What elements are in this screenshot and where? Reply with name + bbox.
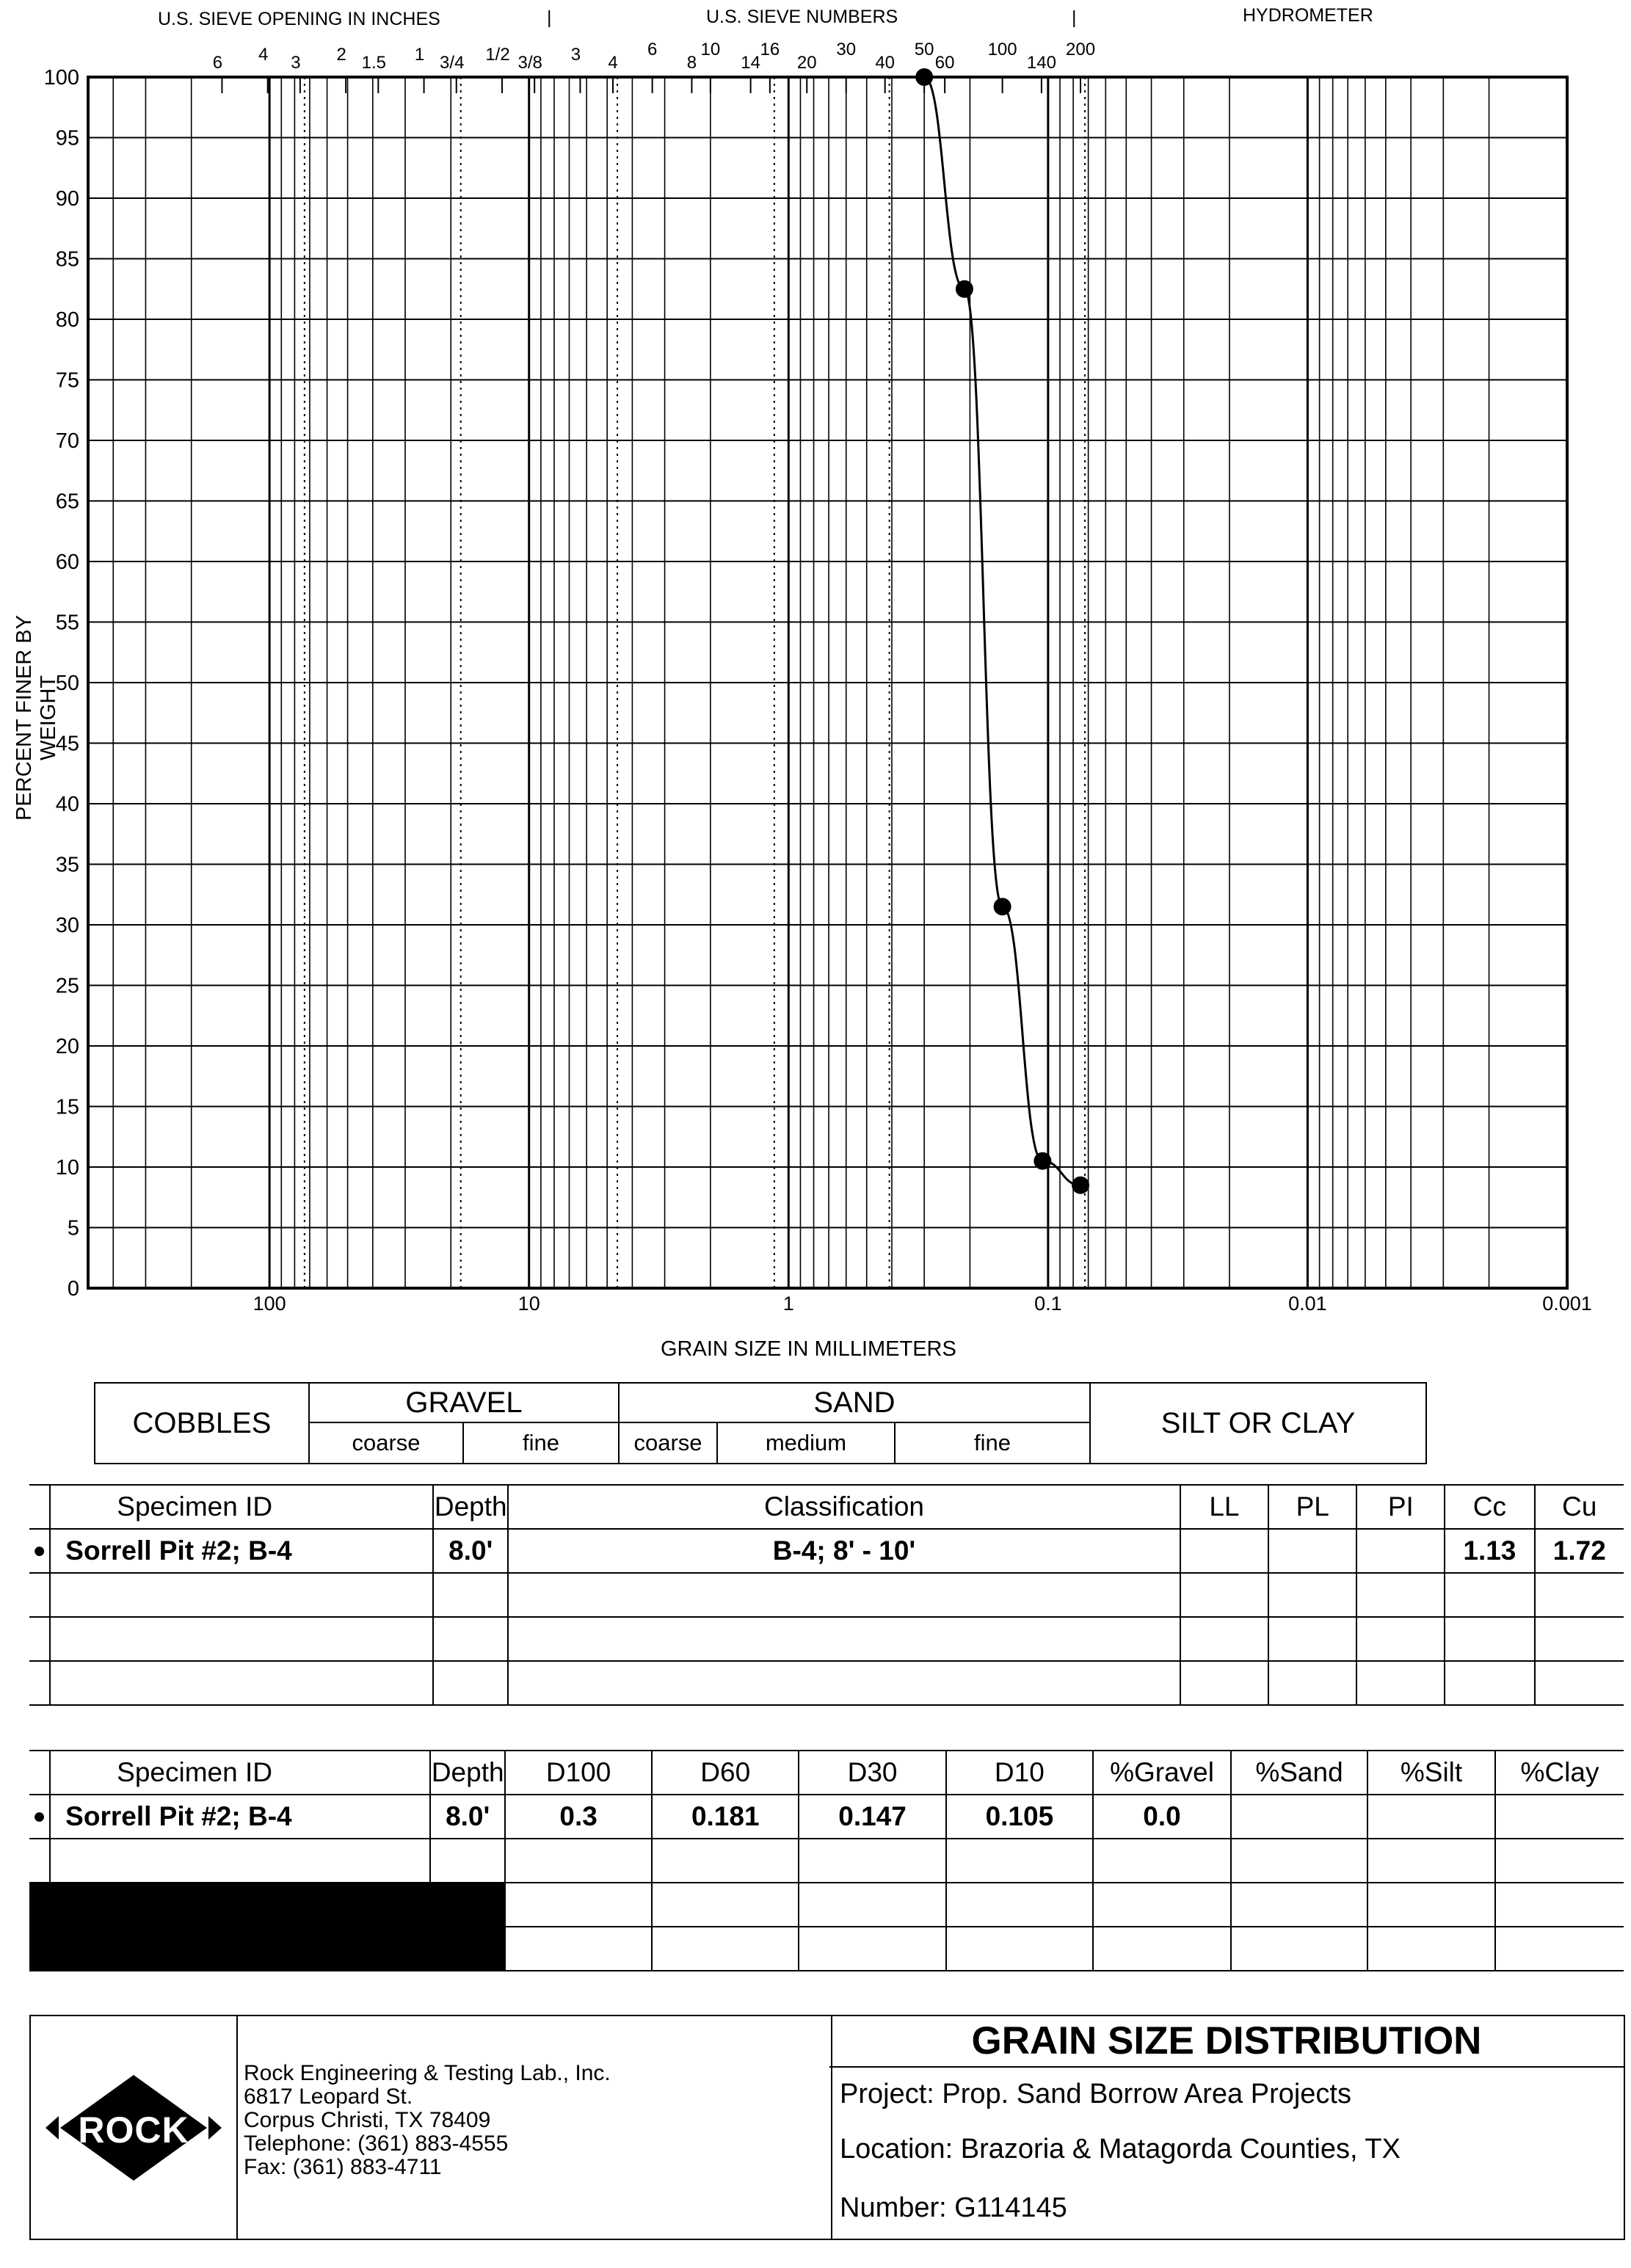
y-tick-label: 95 — [55, 126, 79, 150]
x-tick-label: 1 — [782, 1293, 794, 1315]
sand-pct-header: %Sand — [1231, 1751, 1367, 1795]
row-marker-icon: ● — [29, 1795, 50, 1839]
d10-header: D10 — [946, 1751, 1093, 1795]
y-axis-title: PERCENT FINER BY WEIGHT — [12, 615, 60, 821]
data-point — [994, 898, 1011, 915]
header-divider-2: | — [1072, 7, 1077, 28]
specimen-id-cell: Sorrell Pit #2; B-4 — [50, 1529, 433, 1573]
y-tick-label: 20 — [55, 1035, 79, 1058]
y-tick-label: 45 — [55, 732, 79, 756]
table-row — [29, 1795, 1624, 1839]
specimen-id-cell: Sorrell Pit #2; B-4 — [50, 1795, 430, 1839]
report-info-block — [829, 2015, 1625, 2240]
gravel-fine-label: fine — [464, 1423, 620, 1463]
ll-header: LL — [1180, 1485, 1268, 1529]
row-marker-icon: ● — [29, 1529, 50, 1573]
y-tick-label: 80 — [55, 308, 79, 332]
ll-cell — [1180, 1529, 1268, 1573]
sieve-number-tick-label: 30 — [836, 40, 857, 59]
header-sieve-numbers: U.S. SIEVE NUMBERS — [706, 7, 898, 27]
x-tick-label: 10 — [517, 1293, 540, 1315]
sieve-inch-tick-label: 1 — [414, 45, 425, 65]
sand-coarse-label: coarse — [620, 1423, 718, 1463]
specimen-grain-table — [29, 1750, 1624, 1971]
sieve-inch-tick-label: 3/4 — [440, 53, 465, 73]
y-tick-label: 65 — [55, 490, 79, 514]
soil-classification-band — [94, 1382, 1427, 1464]
sieve-number-tick-label: 14 — [741, 53, 760, 73]
sand-medium-label: medium — [718, 1423, 896, 1463]
silt-pct-cell — [1367, 1795, 1495, 1839]
x-tick-label: 0.001 — [1542, 1293, 1592, 1315]
sieve-inch-tick-label: 1.5 — [361, 53, 386, 73]
y-tick-label: 35 — [55, 853, 79, 877]
sieve-number-tick-label: 40 — [875, 53, 896, 73]
x-tick-label: 0.01 — [1288, 1293, 1327, 1315]
y-tick-label: 5 — [67, 1216, 79, 1240]
d100-header: D100 — [505, 1751, 652, 1795]
table-row — [29, 1573, 1624, 1617]
y-tick-label: 90 — [55, 187, 79, 211]
d10-cell: 0.105 — [946, 1795, 1093, 1839]
cc-header: Cc — [1445, 1485, 1534, 1529]
table-row — [29, 1927, 1624, 1971]
table-row — [29, 1617, 1624, 1661]
cc-cell: 1.13 — [1445, 1529, 1534, 1573]
data-point — [956, 280, 973, 298]
y-tick-label: 100 — [43, 66, 79, 90]
depth-header: Depth — [433, 1485, 508, 1529]
sieve-inch-tick-label: 3 — [570, 45, 581, 65]
x-tick-label: 0.1 — [1034, 1293, 1062, 1315]
company-city: Corpus Christi, TX 78409 — [244, 2108, 491, 2132]
gravel-coarse-label: coarse — [310, 1423, 464, 1463]
y-tick-label: 70 — [55, 429, 79, 453]
report-title: GRAIN SIZE DISTRIBUTION — [829, 2016, 1624, 2068]
cu-cell: 1.72 — [1535, 1529, 1624, 1573]
d100-cell: 0.3 — [505, 1795, 652, 1839]
sand-pct-cell — [1231, 1795, 1367, 1839]
cobbles-label: COBBLES — [95, 1384, 310, 1463]
cu-header: Cu — [1535, 1485, 1624, 1529]
clay-pct-header: %Clay — [1495, 1751, 1624, 1795]
project-line: Project: Prop. Sand Borrow Area Projects — [840, 2079, 1351, 2109]
y-tick-label: 30 — [55, 914, 79, 937]
depth-header: Depth — [430, 1751, 505, 1795]
marker-col-header — [29, 1485, 50, 1529]
table-row — [29, 1529, 1624, 1573]
gravel-pct-header: %Gravel — [1093, 1751, 1231, 1795]
sieve-number-tick-label: 16 — [760, 40, 780, 59]
sieve-inch-tick-label: 3/8 — [517, 53, 542, 73]
pl-header: PL — [1268, 1485, 1356, 1529]
pi-cell — [1356, 1529, 1445, 1573]
depth-cell: 8.0' — [433, 1529, 508, 1573]
sieve-number-tick-label: 200 — [1066, 40, 1096, 59]
data-point — [1072, 1177, 1089, 1194]
data-point — [1034, 1152, 1051, 1170]
specimen-id-header: Specimen ID — [50, 1485, 433, 1529]
y-tick-label: 0 — [67, 1277, 79, 1301]
y-tick-label: 10 — [55, 1156, 79, 1180]
classification-cell: B-4; 8' - 10' — [508, 1529, 1180, 1573]
classification-header: Classification — [508, 1485, 1180, 1529]
sand-label: SAND — [620, 1384, 1091, 1423]
sieve-number-tick-label: 50 — [914, 40, 934, 59]
company-address — [244, 2062, 611, 2179]
clay-pct-cell — [1495, 1795, 1624, 1839]
sieve-number-tick-label: 10 — [700, 40, 721, 59]
sand-fine-label: fine — [896, 1423, 1091, 1463]
gravel-label: GRAVEL — [310, 1384, 620, 1423]
data-point — [915, 68, 933, 86]
sieve-number-tick-label: 4 — [608, 53, 618, 73]
sieve-number-tick-label: 20 — [796, 53, 817, 73]
sieve-number-tick-label: 140 — [1026, 53, 1056, 73]
d30-header: D30 — [799, 1751, 945, 1795]
y-tick-label: 55 — [55, 611, 79, 635]
company-fax: Fax: (361) 883-4711 — [244, 2155, 442, 2179]
sieve-number-tick-label: 8 — [686, 53, 697, 73]
company-name: Rock Engineering & Testing Lab., Inc. — [244, 2061, 611, 2085]
y-tick-label: 60 — [55, 550, 79, 574]
y-tick-label: 85 — [55, 247, 79, 272]
d30-cell: 0.147 — [799, 1795, 945, 1839]
header-hydrometer: HYDROMETER — [1243, 5, 1373, 26]
location-line: Location: Brazoria & Matagorda Counties, TX — [840, 2134, 1401, 2165]
company-block — [29, 2015, 832, 2240]
d60-cell: 0.181 — [652, 1795, 799, 1839]
marker-col-header — [29, 1751, 50, 1795]
y-tick-label: 15 — [55, 1095, 79, 1119]
pl-cell — [1268, 1529, 1356, 1573]
sieve-inch-tick-label: 3 — [291, 53, 301, 73]
depth-cell: 8.0' — [430, 1795, 505, 1839]
silt-pct-header: %Silt — [1367, 1751, 1495, 1795]
header-sieve-inches: U.S. SIEVE OPENING IN INCHES — [158, 9, 440, 29]
table-row — [29, 1661, 1624, 1705]
x-tick-label: 100 — [253, 1293, 286, 1315]
company-street: 6817 Leopard St. — [244, 2085, 413, 2109]
sieve-number-tick-label: 60 — [934, 53, 955, 73]
specimen-id-header: Specimen ID — [50, 1751, 430, 1795]
sieve-inch-tick-label: 4 — [258, 45, 269, 65]
company-telephone: Telephone: (361) 883-4555 — [244, 2131, 509, 2156]
sieve-number-tick-label: 6 — [647, 40, 658, 59]
silt-clay-label: SILT OR CLAY — [1160, 1406, 1356, 1439]
gradation-curve — [924, 77, 1080, 1185]
y-tick-label: 75 — [55, 368, 79, 393]
table-row — [29, 1839, 1624, 1883]
d60-header: D60 — [652, 1751, 799, 1795]
sieve-number-tick-label: 100 — [987, 40, 1017, 59]
pi-header: PI — [1356, 1485, 1445, 1529]
company-logo — [31, 2016, 238, 2239]
sieve-inch-tick-label: 6 — [212, 53, 223, 73]
x-axis-title: GRAIN SIZE IN MILLIMETERS — [661, 1337, 956, 1361]
y-tick-label: 50 — [55, 672, 79, 695]
sieve-inch-tick-label: 1/2 — [485, 45, 510, 65]
table-row — [29, 1883, 1624, 1927]
y-tick-label: 40 — [55, 793, 79, 816]
specimen-properties-table — [29, 1484, 1624, 1706]
gravel-pct-cell: 0.0 — [1093, 1795, 1231, 1839]
logo-text: ROCK — [78, 2109, 189, 2151]
sieve-inch-tick-label: 2 — [336, 45, 346, 65]
header-divider-1: | — [547, 7, 552, 28]
number-line: Number: G114145 — [840, 2192, 1067, 2223]
y-tick-label: 25 — [55, 974, 79, 998]
